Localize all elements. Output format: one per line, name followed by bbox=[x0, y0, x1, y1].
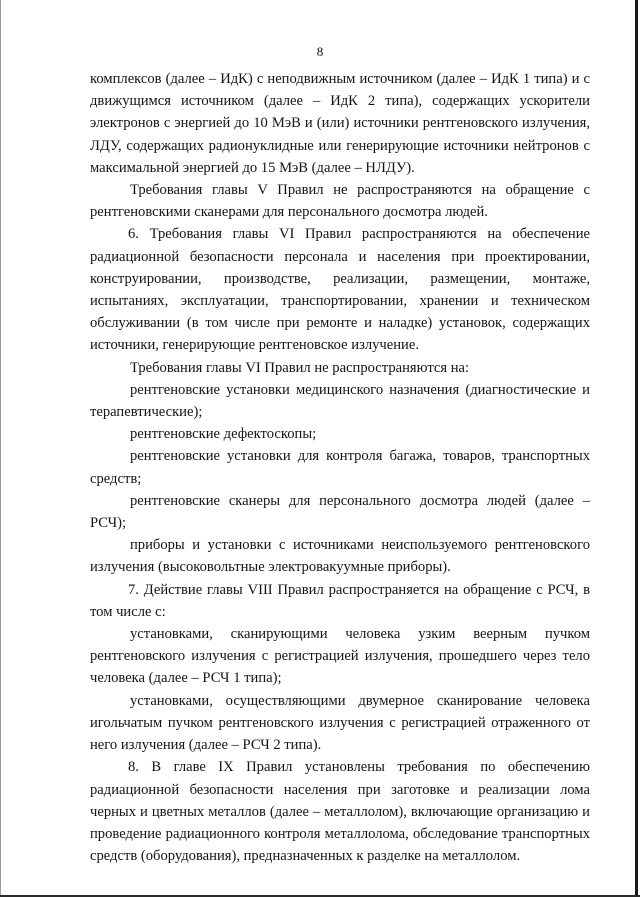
list-item-flaw-detectors: рентгеновские дефектоскопы; bbox=[130, 426, 317, 443]
scan-right-edge bbox=[635, 0, 638, 897]
paragraph-chapter-v-exclusion: Требования главы V Правил не распространяются на обращение с рентгеновскими сканерами для персонального досмотра людей. bbox=[90, 182, 590, 221]
paragraph-item-8: 8. В главе IX Правил установлены требования по обеспечению радиационной безопасности населения при заготовке и реализации лома черных и цветных металлов (далее – металлолом), включающие организацию и проведение радиационного контроля металлолома, обследование транспортных средств (оборудования), предназначенных к разделке на металлолом. bbox=[90, 759, 590, 865]
list-item-personal-scanners: рентгеновские сканеры для персонального досмотра людей (далее – РСЧ); bbox=[90, 492, 590, 532]
paragraph-item-7: 7. Действие главы VIII Правил распространяется на обращение с РСЧ, в том числе с: bbox=[90, 581, 590, 620]
page-number: 8 bbox=[316, 44, 324, 59]
list-item-rsch-type-2: установками, осуществляющими двумерное сканирование человека игольчатым пучком рентгеновского излучения с регистрацией отраженного от него излучения (далее – РСЧ 2 типа). bbox=[90, 692, 590, 754]
paragraph-continuation: комплексов (далее – ИдК) с неподвижным источником (далее – ИдК 1 типа) и с движущимся источником (далее – ИдК 2 типа), содержащих ускорители электронов с энергией до 10 МэВ и (или) источники рентгеновского излучения, ЛДУ, содержащих радионуклидные или генерирующие источники нейтронов с максимальной энергией до 15 МэВ (далее – НЛДУ). bbox=[90, 71, 590, 176]
list-item-unused-xray-devices: приборы и установки с источниками неиспользуемого рентгеновского излучения (высоковольтные электровакуумные приборы). bbox=[90, 537, 590, 576]
list-item-medical-xray: рентгеновские установки медицинского назначения (диагностические и терапевтические); bbox=[90, 381, 590, 421]
list-item-rsch-type-1: установками, сканирующими человека узким веерным пучком рентгеновского излучения с регистрацией излучения, прошедшего через тело человека (далее – РСЧ 1 типа); bbox=[90, 626, 590, 687]
list-item-baggage-control: рентгеновские установки для контроля багажа, товаров, транспортных средств; bbox=[90, 448, 590, 487]
document-body bbox=[90, 68, 590, 867]
scan-left-edge bbox=[0, 0, 1, 897]
paragraph-chapter-vi-exclusions-intro: Требования главы VI Правил не распространяются на: bbox=[130, 359, 470, 376]
paragraph-item-6: 6. Требования главы VI Правил распространяются на обеспечение радиационной безопасности персонала и населения при проектировании, конструировании, производстве, реализации, размещении, монтаже, испытаниях, эксплуатации, транспортировании, хранении и техническом обслуживании (в том числе при ремонте и наладке) установок, содержащих источники, генерирующие рентгеновское излучение. bbox=[90, 226, 590, 354]
